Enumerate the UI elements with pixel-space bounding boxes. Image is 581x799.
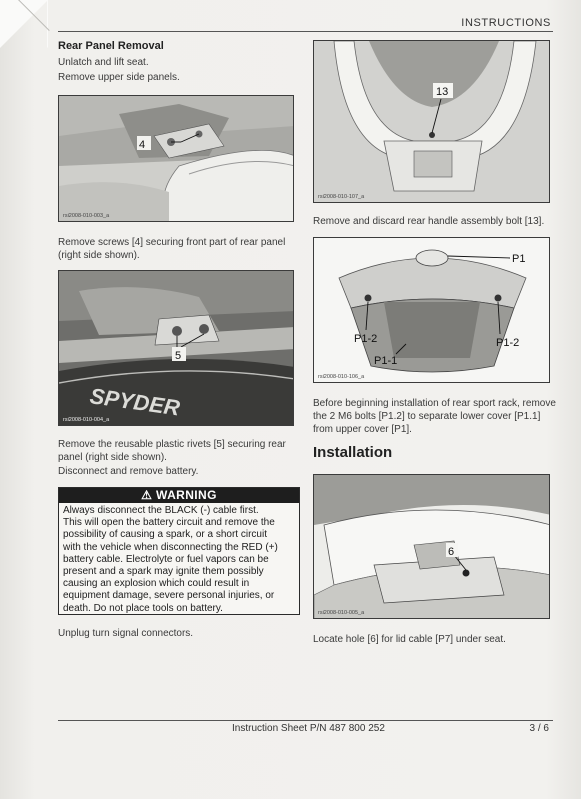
callout-p1-2-left: P1-2 bbox=[354, 333, 378, 345]
figure-rivets-illustration bbox=[59, 271, 294, 426]
callout-4: 4 bbox=[139, 139, 146, 151]
warning-line: battery cable. Electrolyte or fuel vapors can be bbox=[63, 553, 269, 565]
warning-line: with the vehicle when disconnecting the RED (+) bbox=[63, 541, 278, 553]
figure-plastic-rivets bbox=[58, 270, 294, 426]
callout-p1: P1 bbox=[512, 253, 526, 265]
figure-code: rsi2008-010-005_a bbox=[318, 610, 365, 616]
warning-triangle-icon: ⚠ bbox=[141, 488, 153, 502]
section-heading-rear-panel-removal: Rear Panel Removal bbox=[58, 40, 164, 52]
callout-6: 6 bbox=[448, 546, 455, 558]
warning-line: This will open the battery circuit and remove the bbox=[63, 517, 275, 529]
figure-handle-illustration bbox=[314, 41, 550, 203]
figure-code: rsi2008-010-004_a bbox=[63, 417, 110, 423]
page-corner-fold bbox=[0, 0, 48, 48]
figure-screws-illustration bbox=[59, 96, 294, 222]
step-remove-side-panels: Remove upper side panels. bbox=[58, 72, 180, 83]
figure-screws-front-rear-panel bbox=[58, 95, 294, 222]
callout-13: 13 bbox=[436, 86, 449, 98]
callout-p1-1: P1-1 bbox=[374, 355, 398, 367]
warning-title: WARNING bbox=[156, 488, 217, 502]
warning-body bbox=[59, 503, 299, 615]
figure-code: rsi2008-010-003_a bbox=[63, 213, 110, 219]
step-unplug-turn-signal: Unplug turn signal connectors. bbox=[58, 628, 194, 639]
figure-code: rsi2008-010-107_a bbox=[318, 194, 365, 200]
figure-rear-handle-bolt bbox=[313, 40, 550, 203]
footer-rule bbox=[58, 720, 553, 721]
warning-line: causing an explosion which could result in bbox=[63, 578, 250, 590]
warning-box bbox=[58, 487, 300, 615]
callout-5: 5 bbox=[175, 350, 182, 362]
step-remove-screws-4: Remove screws [4] securing front part of rear panel (right side shown). bbox=[58, 237, 286, 261]
step-disconnect-battery: Disconnect and remove battery. bbox=[58, 466, 199, 477]
left-column bbox=[58, 40, 300, 84]
header-rule bbox=[58, 31, 553, 32]
step-locate-hole-6: Locate hole [6] for lid cable [P7] under seat. bbox=[313, 634, 506, 645]
section-heading-installation: Installation bbox=[313, 444, 393, 461]
step-remove-m6-bolts: Before beginning installation of rear sport rack, remove the 2 M6 bolts [P1.2] to separate lower cover [P1.1] from upper cover [P1]. bbox=[313, 398, 556, 435]
header-title: INSTRUCTIONS bbox=[461, 17, 551, 29]
footer-part-number: Instruction Sheet P/N 487 800 252 bbox=[232, 723, 385, 734]
warning-line: death. Do not place tools on battery. bbox=[63, 602, 223, 614]
warning-header bbox=[59, 488, 299, 503]
warning-line: possibility of causing a spark, or a short circuit bbox=[63, 529, 267, 541]
figure-rear-cover-bolts bbox=[313, 237, 550, 383]
warning-line: equipment damage, severe personal injuries, or bbox=[63, 590, 275, 602]
vehicle-logo-lettering: SPYDER bbox=[88, 383, 182, 421]
warning-line: present and a spark may ignite them possibly bbox=[63, 566, 264, 578]
figure-code: rsi2008-010-106_a bbox=[318, 374, 365, 380]
callout-p1-2-right: P1-2 bbox=[496, 337, 520, 349]
page-number: 3 / 6 bbox=[529, 723, 549, 734]
figure-lid-cable-hole bbox=[313, 474, 550, 619]
step-remove-rivets-5: Remove the reusable plastic rivets [5] securing rear panel (right side shown). bbox=[58, 439, 286, 463]
step-remove-handle-bolt-13: Remove and discard rear handle assembly bolt [13]. bbox=[313, 216, 545, 227]
figure-cover-illustration bbox=[314, 238, 550, 383]
warning-line: Always disconnect the BLACK (-) cable first. bbox=[63, 505, 259, 516]
figure-hole-illustration bbox=[314, 475, 550, 619]
step-unlatch-seat: Unlatch and lift seat. bbox=[58, 57, 149, 68]
